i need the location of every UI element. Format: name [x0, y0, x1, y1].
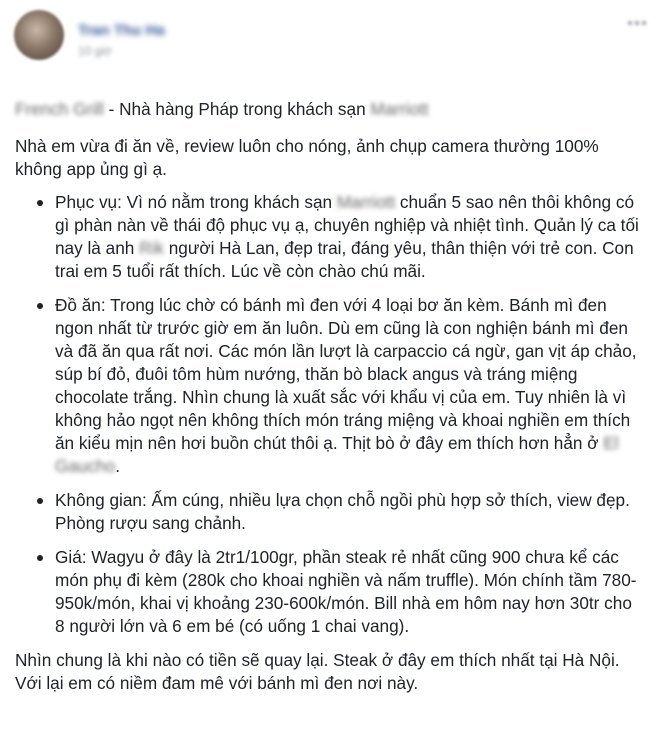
post-header [14, 10, 614, 60]
manager-name-redacted: Rik [139, 238, 164, 258]
other-restaurant-redacted: El Gaucho [55, 433, 619, 476]
bullet-dot-icon [37, 200, 43, 206]
food-text-2: . [115, 456, 120, 476]
hotel-name-redacted: Marriott [370, 99, 429, 119]
post-body [15, 98, 645, 695]
title-text: - Nhà hàng Pháp trong khách sạn [103, 99, 371, 119]
post-title-line [15, 98, 645, 121]
post-timestamp[interactable]: 10 giờ [78, 44, 112, 58]
hotel-name-redacted: Marriott [336, 192, 396, 212]
outro-paragraph: Nhìn chung là khi nào có tiền sẽ quay lại. Steak ở đây em thích nhất tại Hà Nội. Với lại em có niềm đam mê với bánh mì đen nơi này. [15, 650, 620, 693]
service-text-3: người Hà Lan, đẹp trai, đáng yêu, thân thiện với trẻ con. Con trai em 5 tuổi rất thích. Lúc về còn chào chú mãi. [55, 238, 634, 281]
space-text: Không gian: Ấm cúng, nhiều lựa chọn chỗ ngồi phù hợp sở thích, view đẹp. Phòng rượu sang chảnh. [55, 490, 630, 533]
restaurant-name-redacted: French Grill [15, 99, 104, 119]
food-text-1: Đồ ăn: Trong lúc chờ có bánh mì đen với 4 loại bơ ăn kèm. Bánh mì đen ngon nhất từ trước giờ em ăn luôn. Dù em cũng là con nghiện bánh mì đen và đã ăn qua rất nơi. Các món lần lượt là carpaccio cá ngừ, gan vịt áp chảo, súp bí đỏ, đuôi tôm hùm nướng, thăn bò black angus và tráng miệng chocolate trắng. Nhìn chung là xuất sắc với khẩu vị của em. Tuy nhiên là vì không hảo ngọt nên không thích món tráng miệng và khoai nghiền em thích ăn kiểu mịn nên hơi buồn chút thôi ạ. Thịt bò ở đây em thích hơn hẳn ở [55, 295, 637, 453]
intro-paragraph: Nhà em vừa đi ăn về, review luôn cho nóng, ảnh chụp camera thường 100% không app ủng gì ạ. [15, 136, 599, 179]
author-avatar[interactable] [14, 10, 64, 60]
service-text-1: Phục vụ: Vì nó nằm trong khách sạn [55, 192, 337, 212]
list-item-price [37, 546, 645, 638]
bullet-dot-icon [37, 555, 43, 561]
list-item-food [37, 294, 645, 478]
more-options-icon[interactable] [628, 12, 650, 24]
author-name[interactable]: Tran Thu Ha [78, 22, 165, 39]
bullet-dot-icon [37, 498, 43, 504]
list-item-service [37, 191, 645, 283]
review-list [15, 191, 645, 638]
bullet-dot-icon [37, 303, 43, 309]
price-text: Giá: Wagyu ở đây là 2tr1/100gr, phần steak rẻ nhất cũng 900 chưa kể các món phụ đi kèm (280k cho khoai nghiền và nấm truffle). Món chính tầm 780-950k/món, khai vị khoảng 230-600k/món. Bill nhà em hôm nay hơn 30tr cho 8 người lớn và 6 em bé (có uống 1 chai vang). [55, 547, 637, 636]
service-text-2: chuẩn 5 sao nên thôi không có gì phàn nàn về thái độ phục vụ ạ, chuyên nghiệp và nhiệt tình. Quản lý ca tối nay là anh [55, 192, 639, 258]
list-item-space [37, 489, 645, 535]
